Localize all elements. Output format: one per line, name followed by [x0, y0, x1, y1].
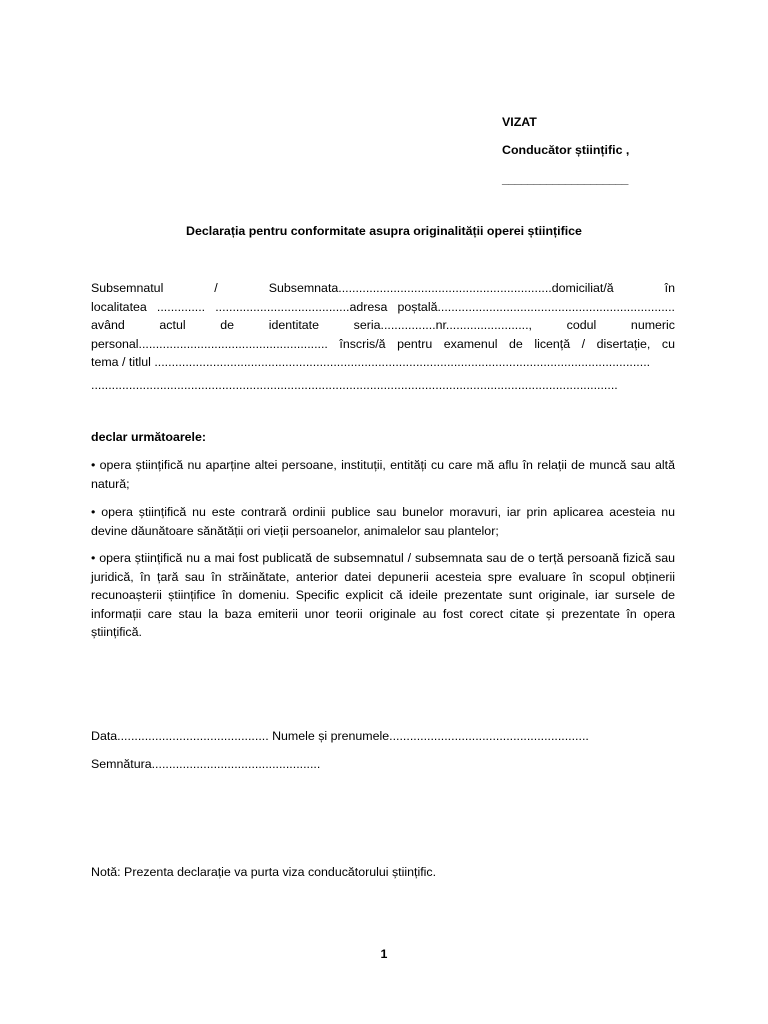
coordinator-signature-line: ____________________ [502, 172, 628, 186]
intro-line-4: personal....................................................... înscris/ă pentru examenul de licență / disertație, cu [91, 336, 675, 351]
intro-paragraph [91, 279, 675, 372]
continuation-dots: ......................................................................................................................................................... [91, 378, 618, 392]
document-title: Declarația pentru conformitate asupra originalității operei științifice [186, 224, 582, 238]
bullet-item-2: • opera științifică nu este contrară ordinii publice sau bunelor moravuri, iar prin aplicarea acesteia nu devine dăunătoare sănătății ori vieții persoanelor, animalelor sau plantelor; [91, 505, 675, 538]
intro-line-3: având actul de identitate seria................nr........................, codul numeric [91, 318, 675, 333]
note-text: Notă: Prezenta declarație va purta viza conducătorului științific. [91, 865, 437, 879]
page-number: 1 [380, 947, 388, 961]
bullet-item-3: • opera științifică nu a mai fost publicată de subsemnatul / subsemnata sau de o terță persoană fizică sau juridică, în țară sau în străinătate, anterior datei depunerii acesteia spre evaluare în scopul obținerii recunoașterii științifice în domeniu. Specific explicit că ideile prezentate sunt originale, iar sursele de informații care stau la baza emiterii unor teorii originale au fost corect citate și prezentate în opera științifică. [91, 551, 675, 640]
vizat-label: VIZAT [502, 115, 537, 129]
bullet-item-1: • opera științifică nu aparține altei persoane, instituții, entități cu care mă aflu în relații de muncă sau altă natură; [91, 458, 675, 491]
intro-line-1: Subsemnatul / Subsemnata..............................................................domiciliat/ă în [91, 281, 675, 295]
coordinator-label: Conducător științific , [502, 143, 630, 157]
date-name-line: Data............................................ Numele și prenumele.......................................................... [91, 729, 589, 743]
signature-field: Semnătura................................................. [91, 757, 321, 771]
continuation-line [91, 376, 675, 395]
intro-line-5: tema / titlul ................................................................................................................................................ [91, 355, 651, 370]
intro-line-2: localitatea .............. .......................................adresa poștală..................................................................... [91, 299, 675, 314]
declar-label: declar următoarele: [91, 430, 207, 444]
